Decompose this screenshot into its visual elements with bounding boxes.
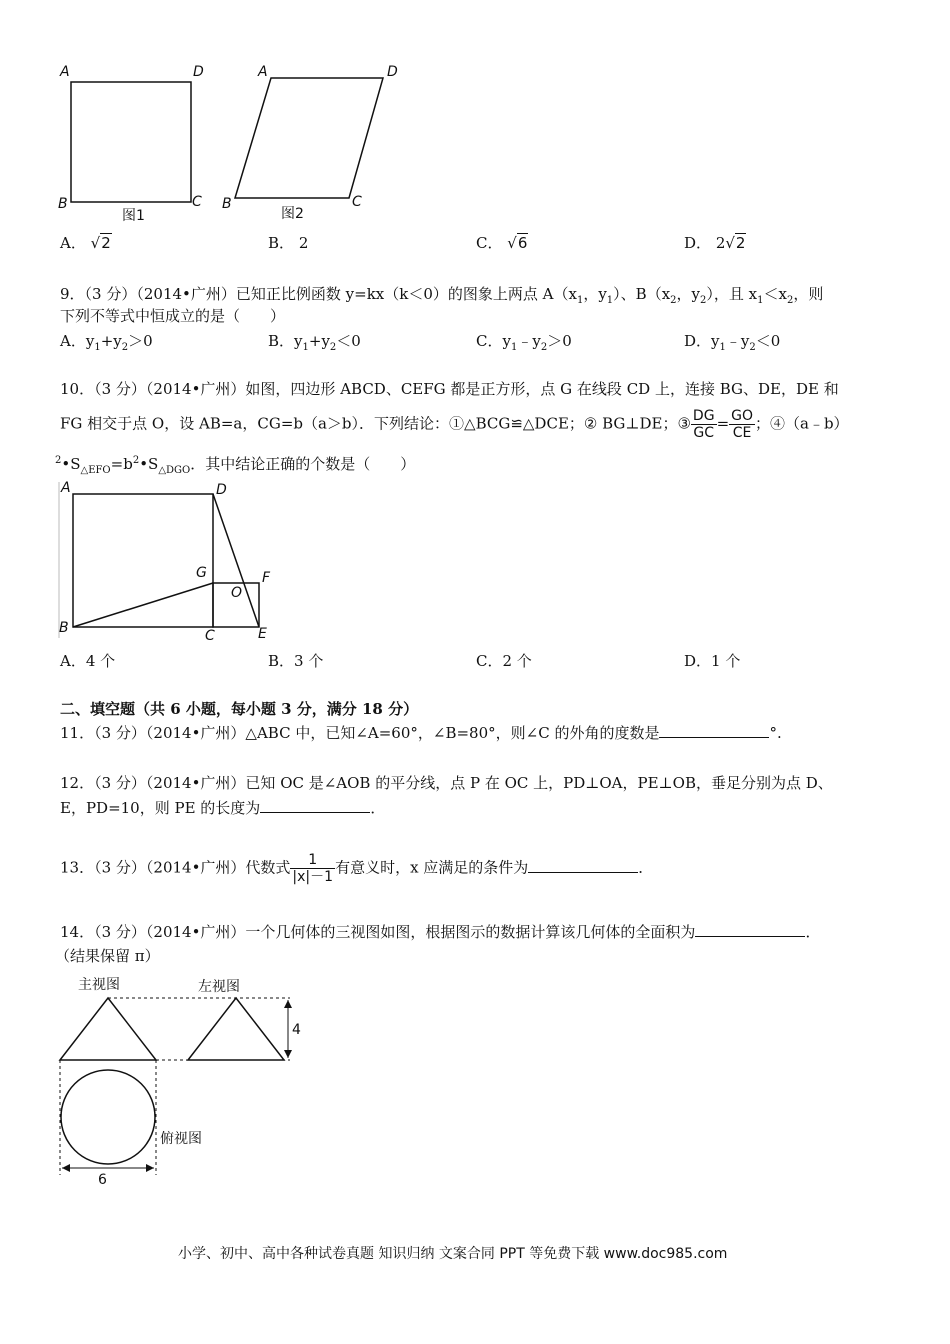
q10-stem-line1: 10．（3 分）（2014•广州）如图，四边形 ABCD、CEFG 都是正方形，点 G 在线段 CD 上，连接 BG、DE，DE 和 — [60, 380, 839, 398]
fig1-label-c: C — [192, 194, 202, 210]
q10-label-g: G — [196, 565, 207, 581]
q8-option-d-label: D． — [684, 234, 712, 252]
fig2-label-c: C — [352, 194, 362, 210]
fig1-caption: 图1 — [122, 208, 145, 224]
fig2-label-a: A — [258, 64, 268, 80]
fraction-one-over-abs-x: $\frac{1}{|x|-1}$ — [292, 852, 334, 885]
q10-stem-line2: FG 相交于点 O，设 AB=a，CG=b（a＞b）．下列结论：①△BCG≌△DCE；② BG⊥DE；③ $\frac{DG}{GC}$ = $\frac{GO}{CE}$ ；④（a﹣b） — [60, 408, 849, 441]
q14-front-view-label: 主视图 — [78, 977, 120, 993]
q8-option-b-label: B． — [268, 234, 295, 252]
q11-answer-blank[interactable] — [659, 723, 769, 738]
q9-option-a[interactable]: A．$y_1+y_2>0$ — [60, 332, 153, 353]
q10-option-c[interactable]: C．2 个 — [476, 652, 532, 670]
q8-option-a-value: 2 — [101, 234, 111, 252]
q8-option-d-value: 2 — [735, 234, 746, 252]
section-2-heading: 二、填空题（共 6 小题，每小题 3 分，满分 18 分） — [60, 700, 419, 718]
q10-option-b[interactable]: B．3 个 — [268, 652, 324, 670]
q10-label-o: O — [231, 585, 243, 601]
q10-option-a[interactable]: A．4 个 — [60, 652, 116, 670]
figure-1-square — [55, 60, 215, 225]
q14-top-view-label: 俯视图 — [160, 1131, 202, 1147]
q9-option-d[interactable]: D．$y_1﹣y_2<0$ — [684, 332, 781, 353]
q9-option-b[interactable]: B．$y_1+y_2<0$ — [268, 332, 361, 353]
q10-option-d[interactable]: D．1 个 — [684, 652, 741, 670]
q8-option-d-coef: 2 — [715, 234, 726, 252]
q9-option-c[interactable]: C．$y_1﹣y_2>0$ — [476, 332, 572, 353]
q13-answer-blank[interactable] — [528, 858, 638, 873]
q14-left-view-label: 左视图 — [198, 979, 240, 995]
q10-label-e: E — [258, 626, 267, 642]
q13-stem: 13．（3 分）（2014•广州）代数式 $\frac{1}{|x|-1}$ 有意义时，x 应满足的条件为 ． — [60, 852, 654, 885]
q10-label-a: A — [61, 480, 71, 496]
q10-figure — [55, 478, 285, 648]
q8-option-a[interactable] — [60, 232, 112, 253]
fig2-label-d: D — [387, 64, 398, 80]
q8-option-c-label: C． — [476, 234, 503, 252]
sqrt-symbol: √6 — [507, 234, 528, 252]
fig1-label-d: D — [193, 64, 204, 80]
q14-height-label: 4 — [292, 1022, 301, 1038]
page-footer: 小学、初中、高中各种试卷真题 知识归纳 文案合同 PPT 等免费下载 www.doc985.com — [178, 1246, 728, 1262]
q8-option-c[interactable] — [476, 232, 528, 253]
q10-stem-line3: $^2•S_{\triangle EFO}=b^2•S_{\triangle DGO}$．其中结论正确的个数是（ ） — [55, 455, 416, 476]
q9-stem-line1: 9．（3 分）（2014•广州）已知正比例函数 y=kx（k＜0）的图象上两点 $A(x_1$，$y_1$）、$B(x_2$，$y_2$），且 $x_1<x_2$，则 — [60, 285, 824, 306]
q10-label-c: C — [205, 628, 215, 644]
q10-label-d: D — [216, 482, 227, 498]
q14-stem-line1: 14．（3 分）（2014•广州）一个几何体的三视图如图，根据图示的数据计算该几何体的全面积为 ． — [60, 923, 821, 941]
q10-label-b: B — [59, 620, 69, 636]
q8-option-b[interactable] — [268, 232, 308, 253]
q8-option-a-label: A． — [60, 234, 86, 252]
q12-stem-line2: E，PD=10，则 PE 的长度为 ． — [60, 799, 386, 817]
q8-option-d[interactable] — [684, 232, 746, 253]
q8-option-c-value: 6 — [517, 234, 528, 252]
fig2-label-b: B — [222, 196, 232, 212]
q11-stem: 11．（3 分）（2014•广州）△ABC 中，已知∠A=60°，∠B=80°，则∠C 的外角的度数是 °. — [60, 724, 782, 742]
q14-answer-blank[interactable] — [695, 922, 805, 937]
sqrt-symbol: √2 — [90, 234, 111, 252]
q14-three-view-figure — [50, 970, 310, 1195]
q8-option-b-value: 2 — [298, 234, 309, 252]
q9-stem-line2: 下列不等式中恒成立的是（ ） — [60, 307, 286, 325]
figure-2-rhombus — [225, 60, 395, 225]
fraction-dg-gc: $\frac{DG}{GC}$ — [692, 408, 715, 441]
fraction-go-ce: $\frac{GO}{CE}$ — [731, 408, 754, 441]
q12-stem-line1: 12．（3 分）（2014•广州）已知 OC 是∠AOB 的平分线，点 P 在 OC 上，PD⊥OA，PE⊥OB，垂足分别为点 D、 — [60, 774, 833, 792]
fig1-label-b: B — [58, 196, 68, 212]
fig1-label-a: A — [60, 64, 70, 80]
fig2-caption: 图2 — [281, 206, 304, 222]
q14-stem-line2: （结果保留 π） — [55, 947, 160, 965]
q10-label-f: F — [262, 570, 271, 586]
q12-answer-blank[interactable] — [260, 798, 370, 813]
q14-width-label: 6 — [98, 1172, 107, 1188]
sqrt-symbol: √2 — [725, 234, 746, 252]
